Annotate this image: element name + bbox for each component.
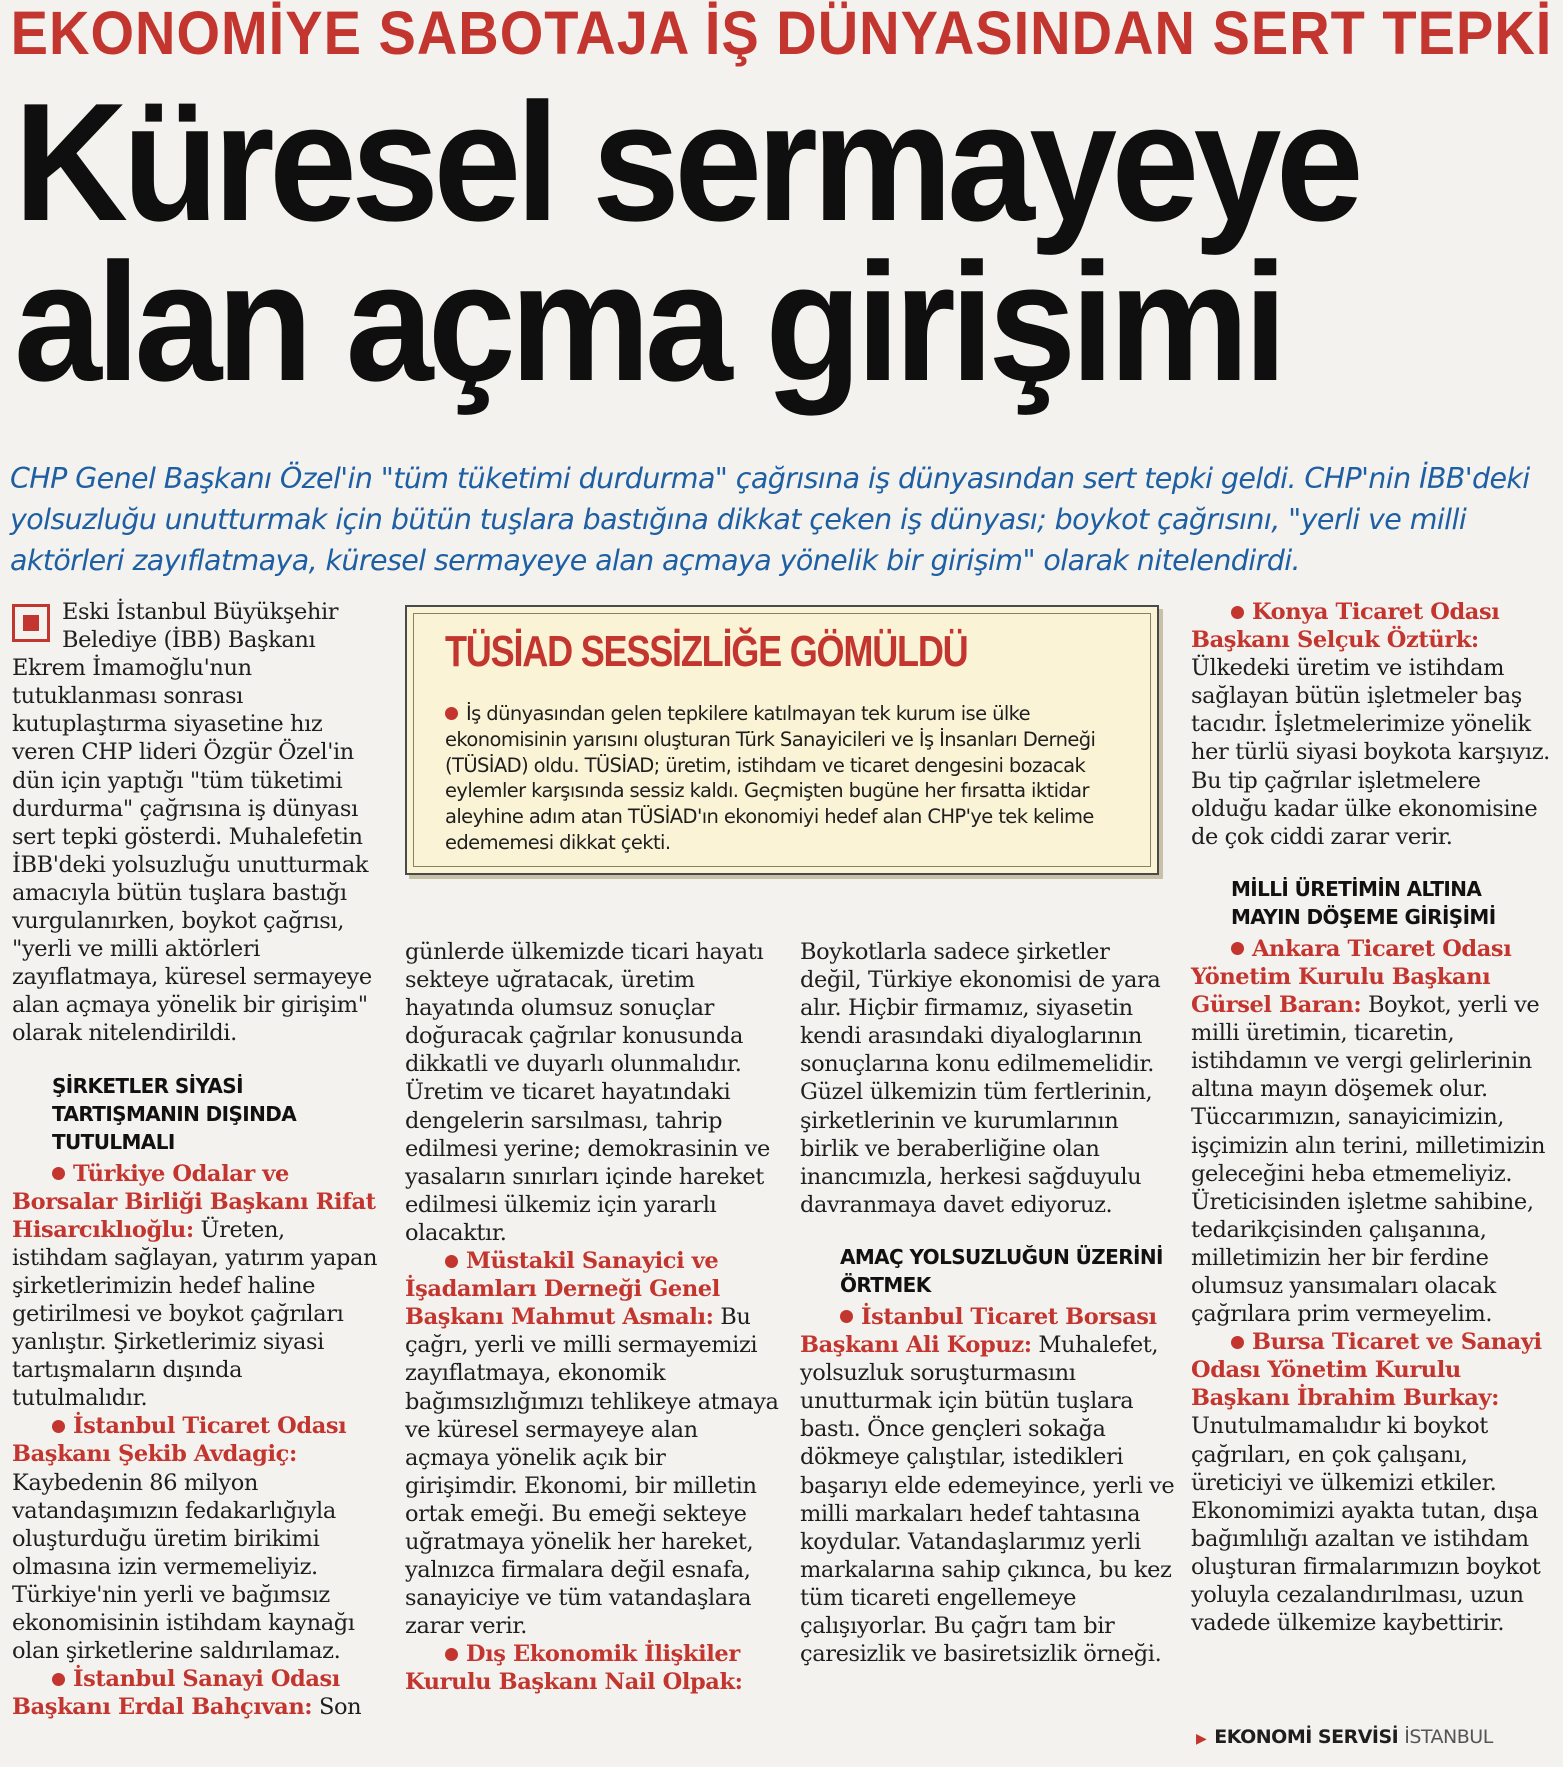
column-2 (405, 938, 780, 1697)
quote-paragraph (405, 1640, 780, 1696)
headline-line-2: alan açma girişimi (14, 228, 1282, 416)
box-title: TÜSİAD SESSİZLİĞE GÖMÜLDÜ (445, 627, 968, 676)
column-1 (12, 598, 382, 1721)
quote-paragraph: Müstakil Sanayici ve İşadamları Derneği Genel Başkanı Mahmut Asmalı: Bu çağrı, yerli ve milli sermayemizi zayıflatmaya, ekonomik bağımsızlığımızı tehlikeye atmaya ve küresel sermayeye alan açmaya yönelik açık bir girişimdir. Ekonomi, bir milletin ortak emeği. Bu emeği sekteye uğratmaya yönelik her hareket, yalnızca firmalara değil esnafa, sanayiciye ve tüm vatandaşlara zarar verir. (405, 1248, 779, 1640)
main-headline (14, 68, 1554, 416)
quote-paragraph: Konya Ticaret Odası Başkanı Selçuk Öztürk: Ülkedeki üretim ve istihdam sağlayan bütün işletmeler baş tacıdır. İşletmelerimize yönelik her türlü siyasi boykota karşıyız. Bu tip çağrılar işletmelere olduğu kadar ülke ekonomisine de çok ciddi zarar verir. (1191, 599, 1550, 850)
bullet-icon (52, 1420, 65, 1433)
lead-paragraph: Eski İstanbul Büyükşehir Belediye (İBB) Başkanı Ekrem İmamoğlu'nun tutuklanması sonrası kutuplaştırma siyasetine hız veren CHP lideri Özgür Özel'in dün için yaptığı "tüm tüketimi durdurma" çağrısına iş dünyası sert tepki gösterdi. Muhalefetin İBB'deki yolsuzluğu unutturmak amacıyla bütün tuşlara bastığı vurgulanırken, boykot çağrısı, "yerli ve milli aktörleri zayıflatmaya, küresel sermayeye alan açmaya yönelik bir girişim" olarak nitelendirildi. (12, 599, 372, 1047)
bullet-icon (445, 1648, 458, 1661)
triangle-icon: ▶ (1196, 1731, 1207, 1747)
deck-summary: CHP Genel Başkanı Özel'in "tüm tüketimi durdurma" çağrısına iş dünyasından sert tepki geldi. CHP'nin İBB'deki yolsuzluğu unutturmak için bütün tuşlara bastığına dikkat çeken iş dünyası; boykot çağrısını, "yerli ve milli aktörleri zayıflatmaya, küresel sermayeye alan açmaya yönelik bir girişim" olarak nitelendirdi. (10, 462, 1530, 577)
column-4 (1191, 598, 1556, 1637)
speaker-name: Müstakil Sanayici ve İşadamları Derneği Genel Başkanı Mahmut Asmalı: (405, 1248, 720, 1331)
bullet-icon (52, 1673, 65, 1686)
subheading-2: AMAÇ YOLSUZLUĞUN ÜZERİNİ ÖRTMEK (840, 1244, 1163, 1297)
speaker-name: Türkiye Odalar ve Borsalar Birliği Başkanı Rifat Hisarcıklıoğlu: (12, 1160, 376, 1243)
bullet-icon (52, 1167, 65, 1180)
bullet-icon (1231, 606, 1244, 619)
byline-city: İSTANBUL (1404, 1726, 1493, 1748)
speaker-name: Dış Ekonomik İlişkiler Kurulu Başkanı Nail Olpak: (405, 1641, 743, 1696)
quote-paragraph: Ankara Ticaret Odası Yönetim Kurulu Başkanı Gürsel Baran: Boykot, yerli ve milli üretimin, ticaretin, istihdamın ve vergi gelirlerinin altına mayın döşemek olur. Tüccarımızın, sanayicimizin, işçimizin alın terini, milletimizin geleceğini heba etmemeliyiz. Üreticisinden işletme sahibine, tedarikçisinden çalışanına, milletimizin her bir ferdine olumsuz yansımaları olacak çağrılara prim vermeyelim. (1191, 935, 1546, 1328)
speaker-name: Ankara Ticaret Odası Yönetim Kurulu Başkanı Gürsel Baran: (1191, 935, 1512, 1019)
article-start-marker-icon (12, 604, 50, 642)
speaker-name: İstanbul Ticaret Odası Başkanı Şekib Avdagiç: (12, 1413, 347, 1468)
subheading-3: MİLLİ ÜRETİMİN ALTINA MAYIN DÖŞEME GİRİŞİMİ (1231, 876, 1496, 929)
byline (1196, 1726, 1556, 1748)
speaker-name: Bursa Ticaret ve Sanayi Odası Yönetim Kurulu Başkanı İbrahim Burkay: (1191, 1329, 1542, 1412)
bullet-icon (1231, 1336, 1244, 1349)
tusiad-sidebar-box (405, 605, 1159, 875)
bullet-icon (445, 707, 458, 720)
quote-paragraph: İstanbul Ticaret Borsası Başkanı Ali Kopuz: Muhalefet, yolsuzluk soruşturmasını unutturmak için bütün tuşlara bastı. Önce gençleri sokağa dökmeye çalıştılar, istedikleri başarıyı elde edemeyince, yerli ve milli markaları hedef tahtasına koydular. Vatandaşlarımız yerli markalarına sahip çıkınca, bu kez tüm ticareti engellemeye çalışıyorlar. Bu çağrı tam bir çaresizlik ve basiretsizlik örneği. (800, 1303, 1175, 1668)
headline-line-1: Küresel sermayeye (14, 68, 1358, 256)
bullet-icon (1231, 942, 1244, 955)
speaker-name: İstanbul Sanayi Odası Başkanı Erdal Bahçıvan: (12, 1666, 340, 1721)
box-text: İş dünyasından gelen tepkilere katılmayan tek kurum ise ülke ekonomisinin yarısını oluşturan Türk Sanayicileri ve İş İnsanları Derneği (TÜSİAD) oldu. TÜSİAD; üretim, istihdam ve ticaret dengesini bozacak eylemler karşısında sessiz kaldı. Geçmişten bugüne her fırsatta iktidar aleyhine adım atan TÜSİAD'ın ekonomiyi hedef alan CHP'ye tek kelime edememesi dikkat çekti. (445, 702, 1096, 854)
quote-paragraph: İstanbul Ticaret Odası Başkanı Şekib Avdagiç: Kaybedenin 86 milyon vatandaşımızın fedakarlığıyla oluşturduğu üretim birikimi olmasına izin vermemeliyiz. Türkiye'nin yerli ve bağımsız ekonomisinin istihdam kaynağı olan şirketlerine saldırılamaz. (12, 1413, 355, 1665)
column-3 (800, 938, 1175, 1668)
quote-paragraph: Bursa Ticaret ve Sanayi Odası Yönetim Kurulu Başkanı İbrahim Burkay: Unutulmamalıdır ki boykot çağrıları, en çok çalışanı, üreticiyi ve ülkemizi etkiler. Ekonomimizi ayakta tutan, dışa bağımlılığı azaltan ve istihdam oluşturan firmalarımızın boykot yoluyla cezalandırılması, uzun vadede ülkemize kaybettirir. (1191, 1329, 1542, 1637)
speaker-name: Konya Ticaret Odası Başkanı Selçuk Öztürk: (1191, 599, 1500, 654)
kicker-headline: EKONOMİYE SABOTAJA İŞ DÜNYASINDAN SERT TEPKİ (10, 0, 1553, 68)
byline-service: EKONOMİ SERVİSİ (1214, 1726, 1399, 1748)
subheading-1: ŞİRKETLER SİYASİ TARTIŞMANIN DIŞINDA TUTULMALI (52, 1073, 297, 1154)
speaker-name: İstanbul Ticaret Borsası Başkanı Ali Kopuz: (800, 1303, 1157, 1359)
quote-paragraph: İstanbul Sanayi Odası Başkanı Erdal Bahçıvan: Son (12, 1666, 362, 1721)
body-paragraph: günlerde ülkemizde ticari hayatı sekteye uğratacak, üretim hayatında olumsuz sonuçlar doğuracak çağrılar konusunda dikkatli ve duyarlı olunmalıdır. Üretim ve ticaret hayatındaki dengelerin sarsılması, tahrip edilmesi yerine; demokrasinin ve yasaların sınırları içinde hareket edilmesi ülkemiz için yararlı olacaktır. (405, 939, 770, 1246)
bullet-icon (840, 1310, 853, 1323)
quote-paragraph: Türkiye Odalar ve Borsalar Birliği Başkanı Rifat Hisarcıklıoğlu: Üreten, istihdam sağlayan, yatırım yapan şirketlerimizin hedef haline getirilmesi ve boykot çağrıları yanlıştır. Şirketlerimiz siyasi tartışmaların dışında tutulmalıdır. (12, 1160, 378, 1412)
bullet-icon (445, 1255, 458, 1268)
body-paragraph: Boykotlarla sadece şirketler değil, Türkiye ekonomisi de yara alır. Hiçbir firmamız, siyasetin kendi arasındaki diyaloglarının sonuçlarına konu edilmemelidir. Güzel ülkemizin tüm fertlerinin, şirketlerinin ve kurumlarının birlik ve beraberliğine olan inancımızla, herkesi sağduyulu davranmaya davet ediyoruz. (800, 939, 1161, 1218)
